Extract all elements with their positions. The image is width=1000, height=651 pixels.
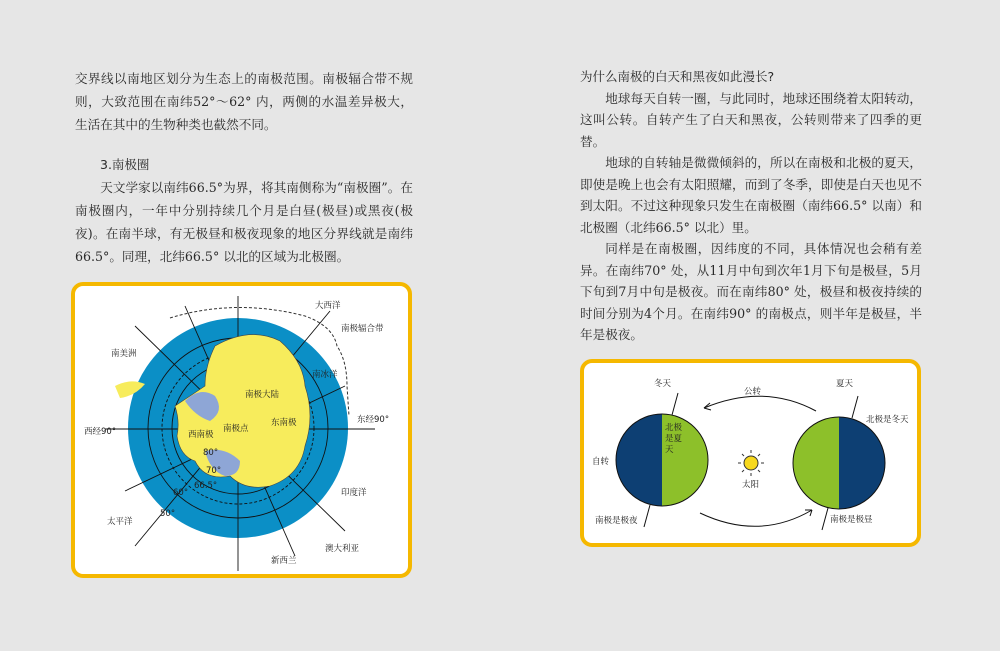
axis-line [852, 396, 858, 418]
label: 南极是极夜 [595, 516, 638, 526]
right-globe-day [793, 417, 839, 509]
paragraph: 地球的自转轴是微微倾斜的，所以在南极和北极的夏天，即使是晚上也会有太阳照耀，而到了冬季，即使是白天也见不到太阳。不过这种现象只发生在南极圈（南纬66.5° 以南）和北极圈（北纬66.5° 以北）里。 [580, 155, 922, 235]
paragraph: 交界线以南地区划分为生态上的南极范围。南极辐合带不规则，大致范围在南纬52°～62° 内，两侧的水温差异极大，生活在其中的生物种类也截然不同。 [75, 71, 413, 132]
label: 南冰洋 [312, 370, 338, 380]
label: 东南极 [271, 418, 297, 428]
left-globe-night [616, 414, 662, 506]
label: 南极点 [223, 424, 249, 434]
axis-line [822, 508, 828, 530]
section-heading: 3.南极圈 [100, 157, 150, 172]
label: 冬天 [654, 379, 672, 389]
label: 66.5° [194, 481, 218, 491]
section-heading: 为什么南极的白天和黑夜如此漫长? [580, 69, 775, 84]
right-globe-night [839, 417, 885, 509]
orbit-arrow [704, 396, 816, 411]
left-text [75, 67, 413, 268]
label: 南极是极昼 [830, 515, 873, 525]
label: 太平洋 [107, 517, 133, 527]
label: 南极大陆 [245, 390, 280, 400]
label: 太阳 [742, 480, 760, 490]
label: 东经90° [357, 415, 390, 425]
label: 印度洋 [341, 488, 367, 498]
label: 50° [160, 509, 176, 519]
label: 澳大利亚 [325, 544, 360, 554]
label: 夏天 [836, 379, 854, 389]
label: 西经90° [84, 427, 117, 437]
label: 北极是冬天 [866, 415, 909, 425]
label: 新西兰 [271, 556, 297, 566]
label: 公转 [744, 387, 762, 397]
label: 南美洲 [111, 349, 137, 359]
label: 北极是夏天 [665, 423, 683, 455]
paragraph: 天文学家以南纬66.5°为界，将其南侧称为“南极圈”。在南极圈内，一年中分别持续几个月是白昼(极昼)或黑夜(极夜)。在南半球，有无极昼和极夜现象的地区分界线就是南纬66.5°。同理，北纬66.5° 以北的区域为北极圈。 [75, 180, 413, 264]
seasons-diagram [580, 359, 921, 547]
sun-icon [744, 456, 758, 470]
axis-line [672, 393, 678, 415]
label: 80° [203, 448, 219, 458]
label: 70° [206, 466, 222, 476]
paragraph: 地球每天自转一圈，与此同时，地球还围绕着太阳转动，这叫公转。自转产生了白天和黑夜，公转则带来了四季的更替。 [580, 90, 922, 149]
label: 60° [173, 488, 189, 498]
antarctica-map [71, 282, 412, 578]
label: 自转 [592, 457, 610, 467]
axis-line [644, 505, 650, 527]
label: 西南极 [188, 430, 214, 440]
label: 大西洋 [315, 301, 341, 311]
label: 南极辐合带 [341, 324, 384, 334]
orbit-arrow [700, 510, 812, 526]
paragraph: 同样是在南极圈，因纬度的不同，具体情况也会稍有差异。在南纬70° 处，从11月中旬到次年1月下旬是极昼，5月下旬到7月中旬是极夜。而在南纬80° 处，极昼和极夜持续的时间分别为4个月。在南纬90° 的南极点，则半年是极昼，半年是极夜。 [580, 241, 922, 342]
right-text [580, 66, 922, 346]
